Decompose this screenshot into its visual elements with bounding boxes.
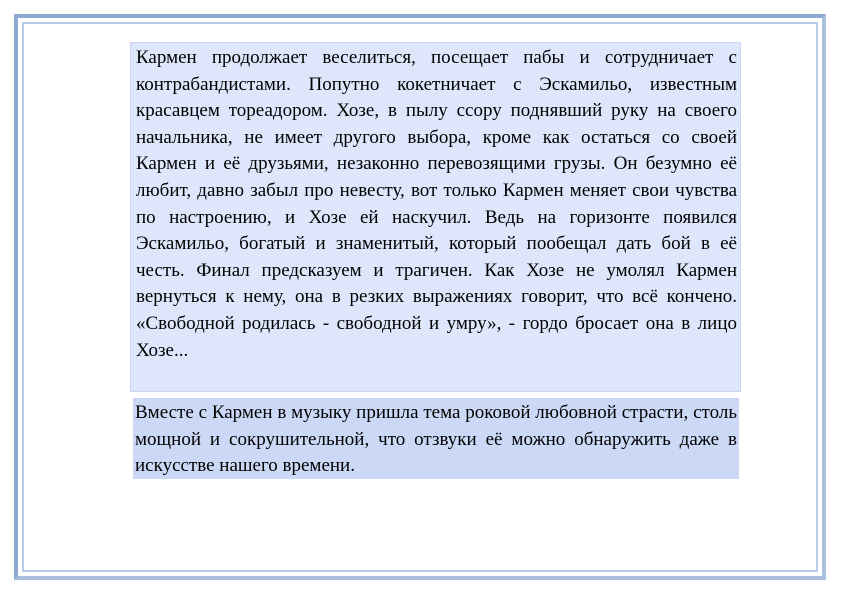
conclusion-paragraph: Вместе с Кармен в музыку пришла тема роковой любовной страсти, столь мощной и сокрушительной, что отзвуки её можно обнаружить даже в искусстве нашего времени. — [135, 402, 737, 477]
conclusion-text-box[interactable] — [133, 398, 739, 479]
story-text-box[interactable] — [130, 42, 741, 392]
story-paragraph: Кармен продолжает веселиться, посещает пабы и сотрудничает с контрабандистами. Попутно кокетничает с Эскамильо, известным красавцем тореадором. Хозе, в пылу ссору поднявший руку на своего начальника, не имеет другого выбора, кроме как остаться со своей Кармен и её друзьями, незаконно перевозящими грузы. Он безумно её любит, давно забыл про невесту, вот только Кармен меняет свои чувства по настроению, и Хозе ей наскучил. Ведь на горизонте появился Эскамильо, богатый и знаменитый, который пообещал дать бой в её честь. Финал предсказуем и трагичен. Как Хозе не умолял Кармен вернуться к нему, она в резких выражениях говорит, что всё кончено. «Свободной родилась - свободной и умру», - гордо бросает она в лицо Хозе... — [136, 47, 737, 361]
